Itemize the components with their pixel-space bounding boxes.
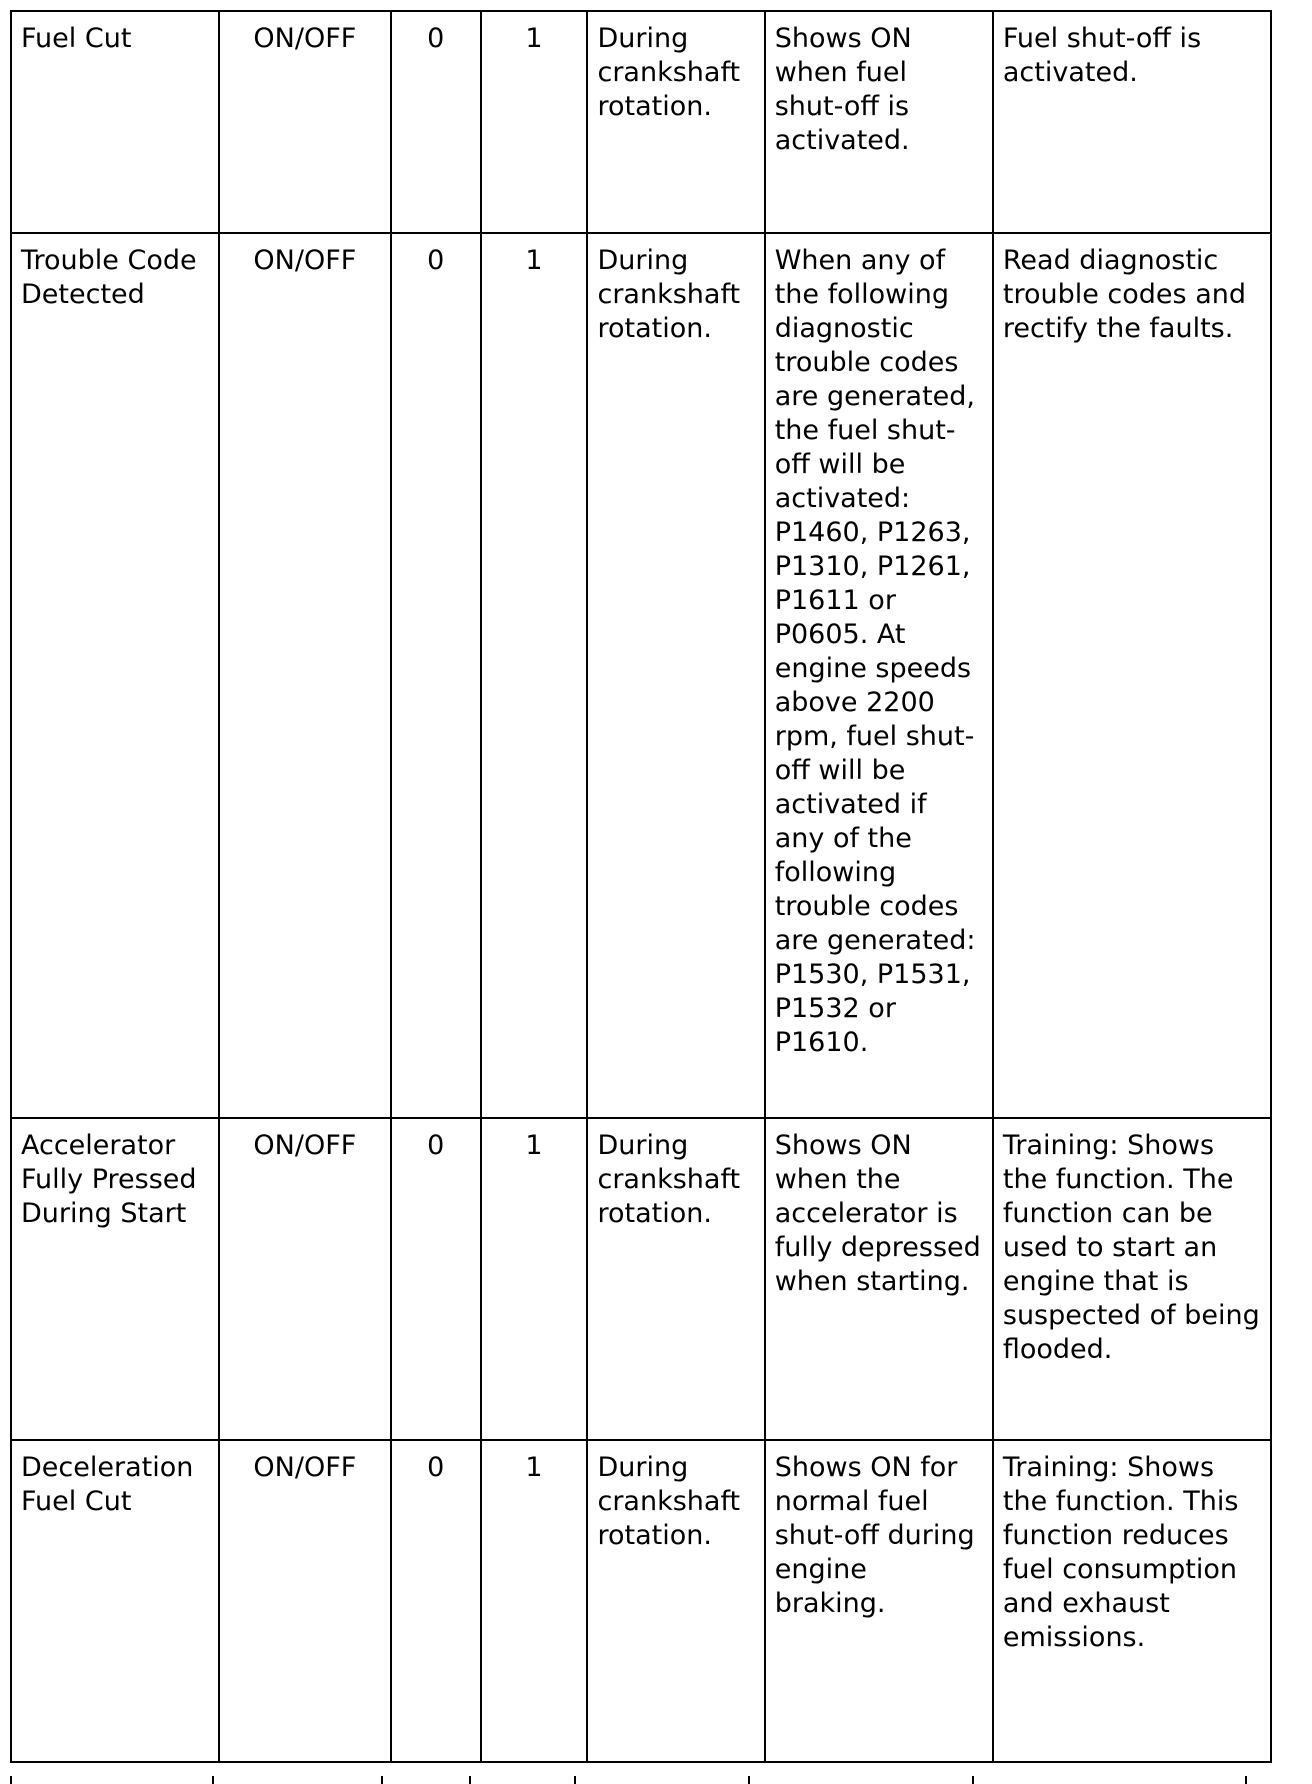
description-cell: Shows ON when the accelerator is fully depressed when starting. xyxy=(765,1118,993,1440)
parameter-table xyxy=(10,10,1272,1763)
max-value-cell: 1 xyxy=(481,233,588,1118)
parameter-name-cell: Accelerator Fully Pressed During Start xyxy=(11,1118,219,1440)
min-value-cell: 0 xyxy=(391,233,481,1118)
table-continuation-lines xyxy=(10,1776,1272,1784)
condition-cell: During crankshaft rotation. xyxy=(587,1118,764,1440)
comment-cell: Training: Shows the function. The function can be used to start an engine that is suspected of being flooded. xyxy=(993,1118,1271,1440)
comment-cell: Read diagnostic trouble codes and rectify the faults. xyxy=(993,233,1271,1118)
min-value-cell: 0 xyxy=(391,1118,481,1440)
max-value-cell: 1 xyxy=(481,11,588,233)
table-row xyxy=(11,1440,1271,1762)
parameter-name-cell: Deceleration Fuel Cut xyxy=(11,1440,219,1762)
comment-cell: Training: Shows the function. This function reduces fuel consumption and exhaust emissions. xyxy=(993,1440,1271,1762)
min-value-cell: 0 xyxy=(391,1440,481,1762)
condition-cell: During crankshaft rotation. xyxy=(587,11,764,233)
unit-cell: ON/OFF xyxy=(219,1440,391,1762)
min-value-cell: 0 xyxy=(391,11,481,233)
parameter-table-container xyxy=(10,10,1272,1763)
condition-cell: During crankshaft rotation. xyxy=(587,1440,764,1762)
condition-cell: During crankshaft rotation. xyxy=(587,233,764,1118)
description-cell: Shows ON when fuel shut-off is activated. xyxy=(765,11,993,233)
description-cell: Shows ON for normal fuel shut-off during engine braking. xyxy=(765,1440,993,1762)
max-value-cell: 1 xyxy=(481,1118,588,1440)
unit-cell: ON/OFF xyxy=(219,233,391,1118)
max-value-cell: 1 xyxy=(481,1440,588,1762)
unit-cell: ON/OFF xyxy=(219,11,391,233)
unit-cell: ON/OFF xyxy=(219,1118,391,1440)
parameter-name-cell: Trouble Code Detected xyxy=(11,233,219,1118)
table-row xyxy=(11,11,1271,233)
description-cell: When any of the following diagnostic trouble codes are generated, the fuel shut-off will be activated: P1460, P1263, P1310, P1261, P1611 or P0605. At engine speeds above 2200 rpm, fuel shut-off will be activated if any of the following trouble codes are generated: P1530, P1531, P1532 or P1610. xyxy=(765,233,993,1118)
comment-cell: Fuel shut-off is activated. xyxy=(993,11,1271,233)
parameter-name-cell: Fuel Cut xyxy=(11,11,219,233)
table-row xyxy=(11,1118,1271,1440)
table-row xyxy=(11,233,1271,1118)
